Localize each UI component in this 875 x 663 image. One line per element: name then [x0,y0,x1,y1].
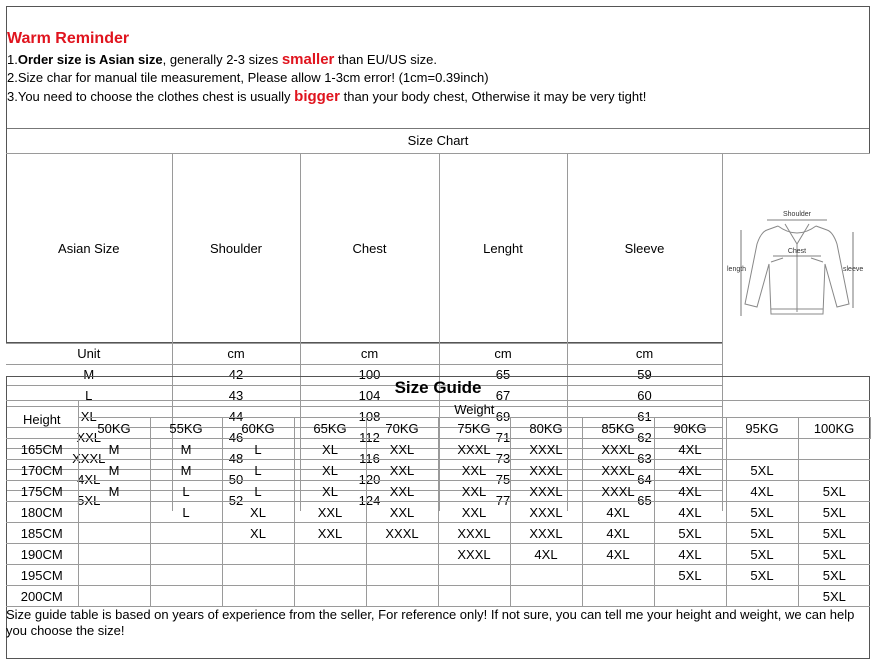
size-guide-cell [726,586,798,607]
size-guide-cell [798,460,870,481]
size-guide-cell: 4XL [582,544,654,565]
size-guide-cell: 5XL [798,586,870,607]
size-guide-cell: XXXL [366,523,438,544]
size-chart-cell: 52 [172,490,300,511]
size-guide-cell [438,565,510,586]
size-guide-cell: XXXL [438,544,510,565]
size-chart-cell: 5XL [6,490,172,511]
size-guide-cell: L [150,502,222,523]
size-chart-cell: 4XL [6,469,172,490]
size-guide-cell [222,565,294,586]
size-chart-cell: 65 [567,490,722,511]
size-guide-cell: XXL [294,502,366,523]
size-guide-cell: XXXL [510,439,582,460]
size-chart-cell: 104 [300,385,439,406]
size-guide-cell [78,544,150,565]
weight-col-header: 75KG [438,418,510,439]
size-guide-cell: 4XL [654,439,726,460]
size-guide-cell [294,565,366,586]
reminder-line-2: 2.Size char for manual tile measurement, Please allow 1-3cm error! (1cm=0.39inch) [7,70,489,85]
size-chart-cell: 67 [439,385,567,406]
size-chart-cell: 100 [300,364,439,385]
size-guide-cell [582,565,654,586]
size-guide-cell: XXL [438,460,510,481]
size-chart-col-header: Chest [300,154,439,344]
size-guide-cell: XXXL [438,439,510,460]
size-guide-cell: 4XL [726,481,798,502]
size-guide-row [6,481,870,502]
height-cell: 170CM [6,460,78,481]
diagram-chest-label: Chest [788,248,807,255]
size-guide-cell [654,586,726,607]
weight-label: Weight [78,401,870,418]
size-guide-cell: 4XL [654,460,726,481]
size-guide-cell: XXXL [582,439,654,460]
size-chart-cell: 69 [439,406,567,427]
weight-col-header: 95KG [726,418,798,439]
size-chart-cell: 65 [439,364,567,385]
size-guide-row [6,460,870,481]
size-guide-row [6,586,870,607]
size-guide-cell: M [150,460,222,481]
reminder-title: Warm Reminder [7,30,130,47]
size-chart-col-header: Asian Size [6,154,172,344]
size-guide-cell: XXL [294,523,366,544]
size-guide-cell [366,565,438,586]
size-guide-cell: M [150,439,222,460]
diagram-length-label: length [727,266,747,273]
diagram-sleeve-label: sleeve [843,266,864,273]
size-guide-cell: L [222,481,294,502]
size-guide-cell: 4XL [654,502,726,523]
size-chart-cell: 60 [567,385,722,406]
size-guide-row [6,544,870,565]
size-chart-cell: 120 [300,469,439,490]
weight-col-header: 80KG [510,418,582,439]
size-guide-note: Size guide table is based on years of experience from the seller, For reference only! If not sure, you can tell me your height and weight, we can help you choose the size! [6,607,870,650]
size-guide-cell [366,544,438,565]
size-chart-cell: 73 [439,448,567,469]
size-guide-cell [798,439,870,460]
size-guide-cell [510,565,582,586]
size-guide-cell [150,523,222,544]
size-guide-note-row [6,607,870,650]
size-guide-cell: 5XL [726,565,798,586]
size-guide-cell: 5XL [726,502,798,523]
size-guide-cell [78,523,150,544]
size-guide-cell [222,544,294,565]
size-guide-row [6,502,870,523]
weight-col-header: 55KG [150,418,222,439]
size-guide-cell: 5XL [798,502,870,523]
size-chart-cell: cm [439,343,567,364]
size-guide-cell: XL [294,481,366,502]
size-chart-header [6,154,870,344]
size-guide-cell [150,565,222,586]
size-guide-cell: 5XL [798,523,870,544]
size-guide-cell: XXXL [510,460,582,481]
size-chart-col-header: Lenght [439,154,567,344]
size-guide-cell: XL [222,523,294,544]
size-guide-cell: 4XL [654,544,726,565]
weight-col-header: 100KG [798,418,870,439]
size-guide-cell [582,586,654,607]
size-chart-cell: 48 [172,448,300,469]
size-guide-cell: XXXL [582,481,654,502]
size-guide-cell: M [78,439,150,460]
size-guide-row [6,439,870,460]
size-chart-cell: 42 [172,364,300,385]
size-guide-title: Size Guide [6,376,870,401]
size-guide-cell [150,544,222,565]
diagram-shoulder-label: Shoulder [783,211,812,218]
size-guide-cell: XXL [438,502,510,523]
size-chart-cell: 46 [172,427,300,448]
size-guide-cell [150,586,222,607]
shirt-diagram-icon [723,154,869,340]
size-chart-cell: XL [6,406,172,427]
size-guide-cell: XL [294,439,366,460]
size-guide-cell [294,586,366,607]
size-chart-cell: cm [300,343,439,364]
size-chart-cell: cm [172,343,300,364]
size-guide-cell: XXXL [510,502,582,523]
size-guide-panel [6,376,870,659]
size-chart-cell: 43 [172,385,300,406]
size-guide-cell [78,565,150,586]
size-chart-cell: 71 [439,427,567,448]
size-guide-cell: XXXL [510,523,582,544]
size-guide-cell: 4XL [654,481,726,502]
size-chart-cell: 112 [300,427,439,448]
size-guide-row [6,523,870,544]
size-guide-cell [510,586,582,607]
reminder-line-1: 1.Order size is Asian size, generally 2-3 sizes smaller than EU/US size. [7,51,437,68]
size-chart-cell: 61 [567,406,722,427]
size-guide-cell: XXXL [510,481,582,502]
height-cell: 175CM [6,481,78,502]
size-guide-cell: XL [222,502,294,523]
size-guide-cell: XXL [366,481,438,502]
size-guide-cell: 4XL [582,523,654,544]
size-guide-cell: XXXL [438,523,510,544]
size-guide-cell: 5XL [726,544,798,565]
size-chart-cell: 124 [300,490,439,511]
size-guide-cell [294,544,366,565]
size-guide-cell [222,586,294,607]
size-chart-cell: cm [567,343,722,364]
weight-col-header: 90KG [654,418,726,439]
size-chart-cell: 50 [172,469,300,490]
size-chart-cell: L [6,385,172,406]
warm-reminder [7,7,869,129]
size-guide-cell: XXL [366,439,438,460]
height-cell: 185CM [6,523,78,544]
size-guide-cell: L [222,460,294,481]
size-chart-cell: XXXL [6,448,172,469]
size-chart-cell: 75 [439,469,567,490]
height-cell: 195CM [6,565,78,586]
size-chart-cell: 62 [567,427,722,448]
size-chart-cell: Unit [6,343,172,364]
height-cell: 190CM [6,544,78,565]
weight-col-header: 65KG [294,418,366,439]
size-guide-cell [366,586,438,607]
size-guide-cell: XXL [366,502,438,523]
size-guide-row [6,565,870,586]
size-chart-cell: 63 [567,448,722,469]
size-guide-cell [78,502,150,523]
size-guide-cell: XXL [438,481,510,502]
size-chart-cell: 64 [567,469,722,490]
size-chart-cell: 116 [300,448,439,469]
size-guide-cell: 5XL [798,544,870,565]
size-guide-cell [438,586,510,607]
size-guide-cell: 5XL [654,565,726,586]
height-cell: 200CM [6,586,78,607]
height-cell: 180CM [6,502,78,523]
weight-col-header: 50KG [78,418,150,439]
size-chart-cell: 108 [300,406,439,427]
size-chart-col-header: Sleeve [567,154,722,344]
size-guide-cell: 5XL [654,523,726,544]
weight-header-row [6,418,870,439]
size-guide-cell: XXL [366,460,438,481]
size-guide-cell: 4XL [582,502,654,523]
reminder-line-3: 3.You need to choose the clothes chest is usually bigger than your body chest, Otherwise it may be very tight! [7,88,647,105]
size-guide-cell [726,439,798,460]
size-guide-cell: M [78,481,150,502]
size-guide-cell: 5XL [726,460,798,481]
size-guide-cell: L [150,481,222,502]
size-guide-cell: XL [294,460,366,481]
size-guide-cell: 5XL [798,481,870,502]
size-guide-cell: XXXL [582,460,654,481]
weight-col-header: 60KG [222,418,294,439]
height-label: Height [6,401,78,439]
size-chart-cell: M [6,364,172,385]
size-chart-cell: 77 [439,490,567,511]
weight-col-header: 85KG [582,418,654,439]
size-chart-cell: 44 [172,406,300,427]
size-chart-row [6,343,870,364]
size-guide-cell: 4XL [510,544,582,565]
size-chart-title: Size Chart [6,128,870,154]
size-chart-cell: 59 [567,364,722,385]
size-guide-cell: M [78,460,150,481]
size-guide-cell: L [222,439,294,460]
size-guide-cell: 5XL [726,523,798,544]
size-chart-col-header: Shoulder [172,154,300,344]
size-guide-cell [78,586,150,607]
height-cell: 165CM [6,439,78,460]
size-chart-cell: XXL [6,427,172,448]
size-guide-cell: 5XL [798,565,870,586]
garment-diagram [722,154,870,344]
weight-col-header: 70KG [366,418,438,439]
size-guide-table [6,376,871,649]
